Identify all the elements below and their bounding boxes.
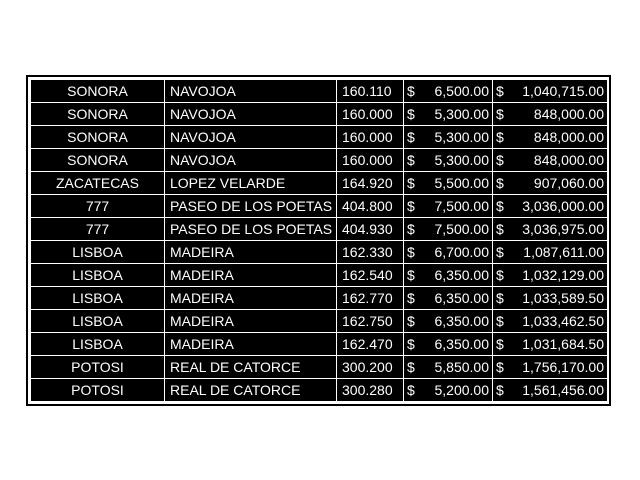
cell-price	[404, 264, 493, 287]
cell-place: NAVOJOA	[165, 80, 337, 103]
cell-price-value: 5,200.00	[434, 382, 489, 398]
currency-symbol: $	[496, 382, 504, 398]
cell-area: 404.800	[337, 195, 404, 218]
currency-symbol: $	[407, 129, 415, 145]
currency-symbol: $	[407, 106, 415, 122]
cell-area: 162.330	[337, 241, 404, 264]
cell-total-value: 848,000.00	[533, 129, 604, 145]
cell-price-value: 5,850.00	[434, 359, 489, 375]
table-row	[31, 149, 608, 172]
cell-price-value: 6,700.00	[434, 244, 489, 260]
cell-state: 777	[31, 218, 165, 241]
cell-total-value: 1,087,611.00	[523, 244, 604, 260]
cell-price	[404, 195, 493, 218]
cell-price-value: 7,500.00	[434, 221, 489, 237]
cell-place: MADEIRA	[165, 287, 337, 310]
cell-state: SONORA	[31, 126, 165, 149]
cell-state: SONORA	[31, 103, 165, 126]
cell-price	[404, 218, 493, 241]
currency-symbol: $	[496, 198, 504, 214]
cell-area: 162.470	[337, 333, 404, 356]
cell-state: LISBOA	[31, 310, 165, 333]
cell-area: 162.540	[337, 264, 404, 287]
cell-price-value: 6,350.00	[434, 290, 489, 306]
cell-place: MADEIRA	[165, 264, 337, 287]
currency-symbol: $	[496, 244, 504, 260]
currency-symbol: $	[496, 313, 504, 329]
cell-place: NAVOJOA	[165, 126, 337, 149]
currency-symbol: $	[496, 129, 504, 145]
table-row	[31, 310, 608, 333]
cell-total	[493, 333, 608, 356]
table-row	[31, 287, 608, 310]
cell-price	[404, 356, 493, 379]
cell-price-value: 5,300.00	[434, 129, 489, 145]
table-row	[31, 80, 608, 103]
currency-symbol: $	[407, 267, 415, 283]
cell-place: MADEIRA	[165, 333, 337, 356]
table-row	[31, 264, 608, 287]
cell-area: 300.280	[337, 379, 404, 402]
cell-price	[404, 241, 493, 264]
cell-price	[404, 333, 493, 356]
cell-total	[493, 218, 608, 241]
cell-total-value: 1,033,462.50	[522, 313, 604, 329]
cell-area: 300.200	[337, 356, 404, 379]
table-row	[31, 356, 608, 379]
cell-place: MADEIRA	[165, 310, 337, 333]
cell-area: 160.000	[337, 126, 404, 149]
cell-place: PASEO DE LOS POETAS	[165, 195, 337, 218]
cell-total-value: 1,756,170.00	[522, 359, 604, 375]
cell-total-value: 3,036,000.00	[522, 198, 604, 214]
cell-area: 160.000	[337, 149, 404, 172]
cell-state: LISBOA	[31, 333, 165, 356]
currency-symbol: $	[407, 336, 415, 352]
currency-symbol: $	[407, 290, 415, 306]
cell-total	[493, 149, 608, 172]
currency-symbol: $	[407, 221, 415, 237]
cell-total-value: 1,040,715.00	[522, 83, 604, 99]
cell-total-value: 1,561,456.00	[522, 382, 604, 398]
currency-symbol: $	[407, 359, 415, 375]
cell-state: ZACATECAS	[31, 172, 165, 195]
table-row	[31, 195, 608, 218]
cell-price	[404, 126, 493, 149]
cell-total	[493, 310, 608, 333]
table-body	[31, 80, 608, 402]
cell-area: 404.930	[337, 218, 404, 241]
cell-area: 160.000	[337, 103, 404, 126]
currency-symbol: $	[407, 198, 415, 214]
cell-price	[404, 287, 493, 310]
cell-total	[493, 195, 608, 218]
cell-total	[493, 241, 608, 264]
cell-state: LISBOA	[31, 241, 165, 264]
cell-place: LOPEZ VELARDE	[165, 172, 337, 195]
cell-price	[404, 310, 493, 333]
table-row	[31, 379, 608, 402]
data-table-frame	[26, 75, 611, 406]
cell-place: REAL DE CATORCE	[165, 356, 337, 379]
cell-area: 162.770	[337, 287, 404, 310]
cell-price	[404, 80, 493, 103]
cell-price-value: 6,350.00	[434, 336, 489, 352]
cell-area: 164.920	[337, 172, 404, 195]
currency-symbol: $	[496, 290, 504, 306]
cell-price-value: 6,500.00	[434, 83, 489, 99]
currency-symbol: $	[496, 106, 504, 122]
cell-total-value: 1,033,589.50	[522, 290, 604, 306]
currency-symbol: $	[496, 359, 504, 375]
currency-symbol: $	[407, 175, 415, 191]
cell-area: 162.750	[337, 310, 404, 333]
cell-place: REAL DE CATORCE	[165, 379, 337, 402]
cell-total-value: 1,032,129.00	[522, 267, 604, 283]
cell-state: LISBOA	[31, 287, 165, 310]
cell-price-value: 7,500.00	[434, 198, 489, 214]
cell-total-value: 907,060.00	[533, 175, 604, 191]
cell-total-value: 1,031,684.50	[522, 336, 604, 352]
cell-place: MADEIRA	[165, 241, 337, 264]
currency-symbol: $	[407, 244, 415, 260]
cell-total	[493, 379, 608, 402]
currency-symbol: $	[407, 313, 415, 329]
currency-symbol: $	[496, 175, 504, 191]
currency-symbol: $	[407, 152, 415, 168]
cell-state: LISBOA	[31, 264, 165, 287]
cell-total	[493, 264, 608, 287]
currency-symbol: $	[496, 83, 504, 99]
table-row	[31, 218, 608, 241]
cell-price-value: 6,350.00	[434, 267, 489, 283]
cell-total-value: 848,000.00	[533, 106, 604, 122]
cell-total-value: 848,000.00	[533, 152, 604, 168]
cell-total	[493, 126, 608, 149]
cell-total	[493, 287, 608, 310]
cell-total-value: 3,036,975.00	[522, 221, 604, 237]
cell-state: SONORA	[31, 149, 165, 172]
cell-total	[493, 356, 608, 379]
cell-state: POTOSI	[31, 379, 165, 402]
table-row	[31, 333, 608, 356]
table-row	[31, 103, 608, 126]
cell-place: NAVOJOA	[165, 103, 337, 126]
currency-symbol: $	[496, 221, 504, 237]
currency-symbol: $	[407, 382, 415, 398]
cell-total	[493, 80, 608, 103]
cell-price	[404, 149, 493, 172]
currency-symbol: $	[496, 267, 504, 283]
cell-price	[404, 379, 493, 402]
currency-symbol: $	[496, 336, 504, 352]
table-row	[31, 172, 608, 195]
cell-total	[493, 172, 608, 195]
cell-place: PASEO DE LOS POETAS	[165, 218, 337, 241]
cell-state: POTOSI	[31, 356, 165, 379]
cell-state: 777	[31, 195, 165, 218]
currency-symbol: $	[496, 152, 504, 168]
table-row	[31, 241, 608, 264]
cell-price-value: 5,500.00	[434, 175, 489, 191]
currency-symbol: $	[407, 83, 415, 99]
cell-total	[493, 103, 608, 126]
cell-price-value: 6,350.00	[434, 313, 489, 329]
table-row	[31, 126, 608, 149]
cell-area: 160.110	[337, 80, 404, 103]
cell-price	[404, 103, 493, 126]
cell-state: SONORA	[31, 80, 165, 103]
cell-price-value: 5,300.00	[434, 152, 489, 168]
cell-place: NAVOJOA	[165, 149, 337, 172]
cell-price	[404, 172, 493, 195]
data-table	[30, 79, 608, 402]
cell-price-value: 5,300.00	[434, 106, 489, 122]
